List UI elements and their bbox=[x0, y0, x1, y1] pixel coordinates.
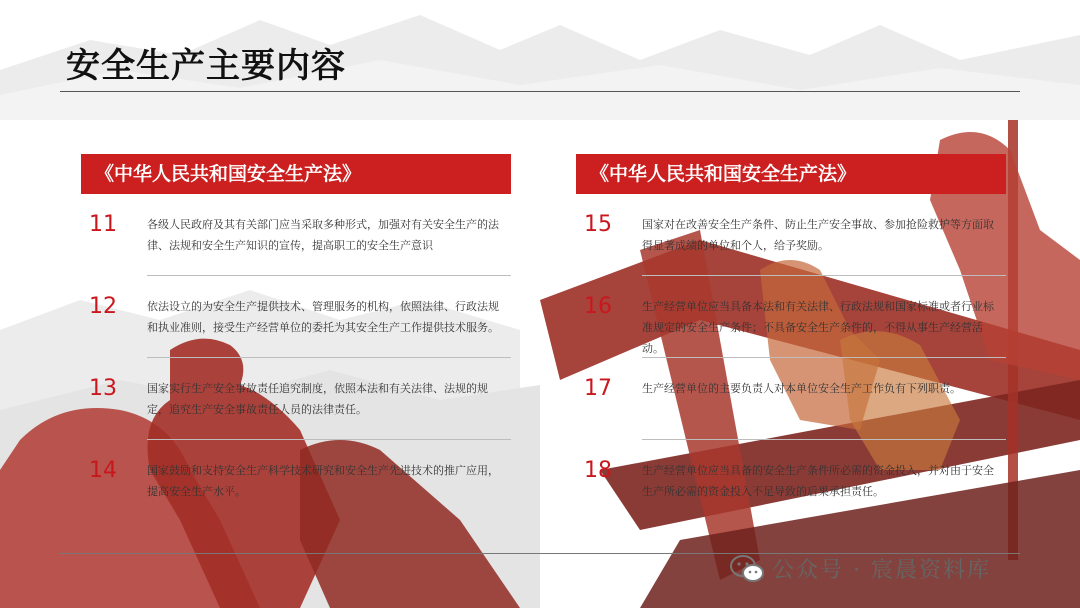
list-item bbox=[81, 358, 511, 440]
item-number: 15 bbox=[584, 212, 612, 237]
panel-header: 《中华人民共和国安全生产法》 bbox=[576, 154, 1006, 194]
item-text: 依法设立的为安全生产提供技术、管理服务的机构，依照法律、行政法规和执业准则，接受生产经营单位的委托为其安全生产工作提供技术服务。 bbox=[147, 300, 499, 334]
item-text: 各级人民政府及其有关部门应当采取多种形式，加强对有关安全生产的法律、法规和安全生产知识的宣传，提高职工的安全生产意识 bbox=[147, 218, 499, 252]
item-text: 生产经营单位应当具备本法和有关法律、行政法规和国家标准或者行业标准规定的安全生产条件；不具备安全生产条件的，不得从事生产经营活动。 bbox=[642, 300, 994, 355]
item-number: 17 bbox=[584, 376, 612, 401]
list-item bbox=[81, 276, 511, 358]
item-number: 13 bbox=[89, 376, 117, 401]
wechat-icon bbox=[730, 554, 764, 584]
watermark-text: 公众号 · 宸晨资料库 bbox=[772, 558, 991, 583]
item-number: 12 bbox=[89, 294, 117, 319]
item-text: 国家鼓励和支持安全生产科学技术研究和安全生产先进技术的推广应用，提高安全生产水平。 bbox=[147, 464, 499, 498]
law-panel-left bbox=[81, 154, 511, 522]
item-text: 国家实行生产安全事故责任追究制度，依照本法和有关法律、法规的规定，追究生产安全事故责任人员的法律责任。 bbox=[147, 382, 488, 416]
list-item bbox=[576, 358, 1006, 440]
page-title: 安全生产主要内容 bbox=[66, 46, 346, 86]
list-item bbox=[576, 194, 1006, 276]
item-text: 生产经营单位的主要负责人对本单位安全生产工作负有下列职责。 bbox=[642, 382, 961, 395]
list-item bbox=[81, 194, 511, 276]
list-item bbox=[576, 440, 1006, 522]
law-panel-right bbox=[576, 154, 1006, 522]
panel-header: 《中华人民共和国安全生产法》 bbox=[81, 154, 511, 194]
item-number: 11 bbox=[89, 212, 117, 237]
list-item bbox=[81, 440, 511, 522]
item-text: 国家对在改善安全生产条件、防止生产安全事故、参加抢险救护等方面取得显著成绩的单位和个人，给予奖励。 bbox=[642, 218, 994, 252]
item-text: 生产经营单位应当具备的安全生产条件所必需的资金投入，并对由于安全生产所必需的资金投入不足导致的后果承担责任。 bbox=[642, 464, 994, 498]
item-number: 16 bbox=[584, 294, 612, 319]
list-item bbox=[576, 276, 1006, 358]
watermark bbox=[730, 553, 991, 584]
item-number: 18 bbox=[584, 458, 612, 483]
item-number: 14 bbox=[89, 458, 117, 483]
title-divider bbox=[60, 91, 1020, 92]
